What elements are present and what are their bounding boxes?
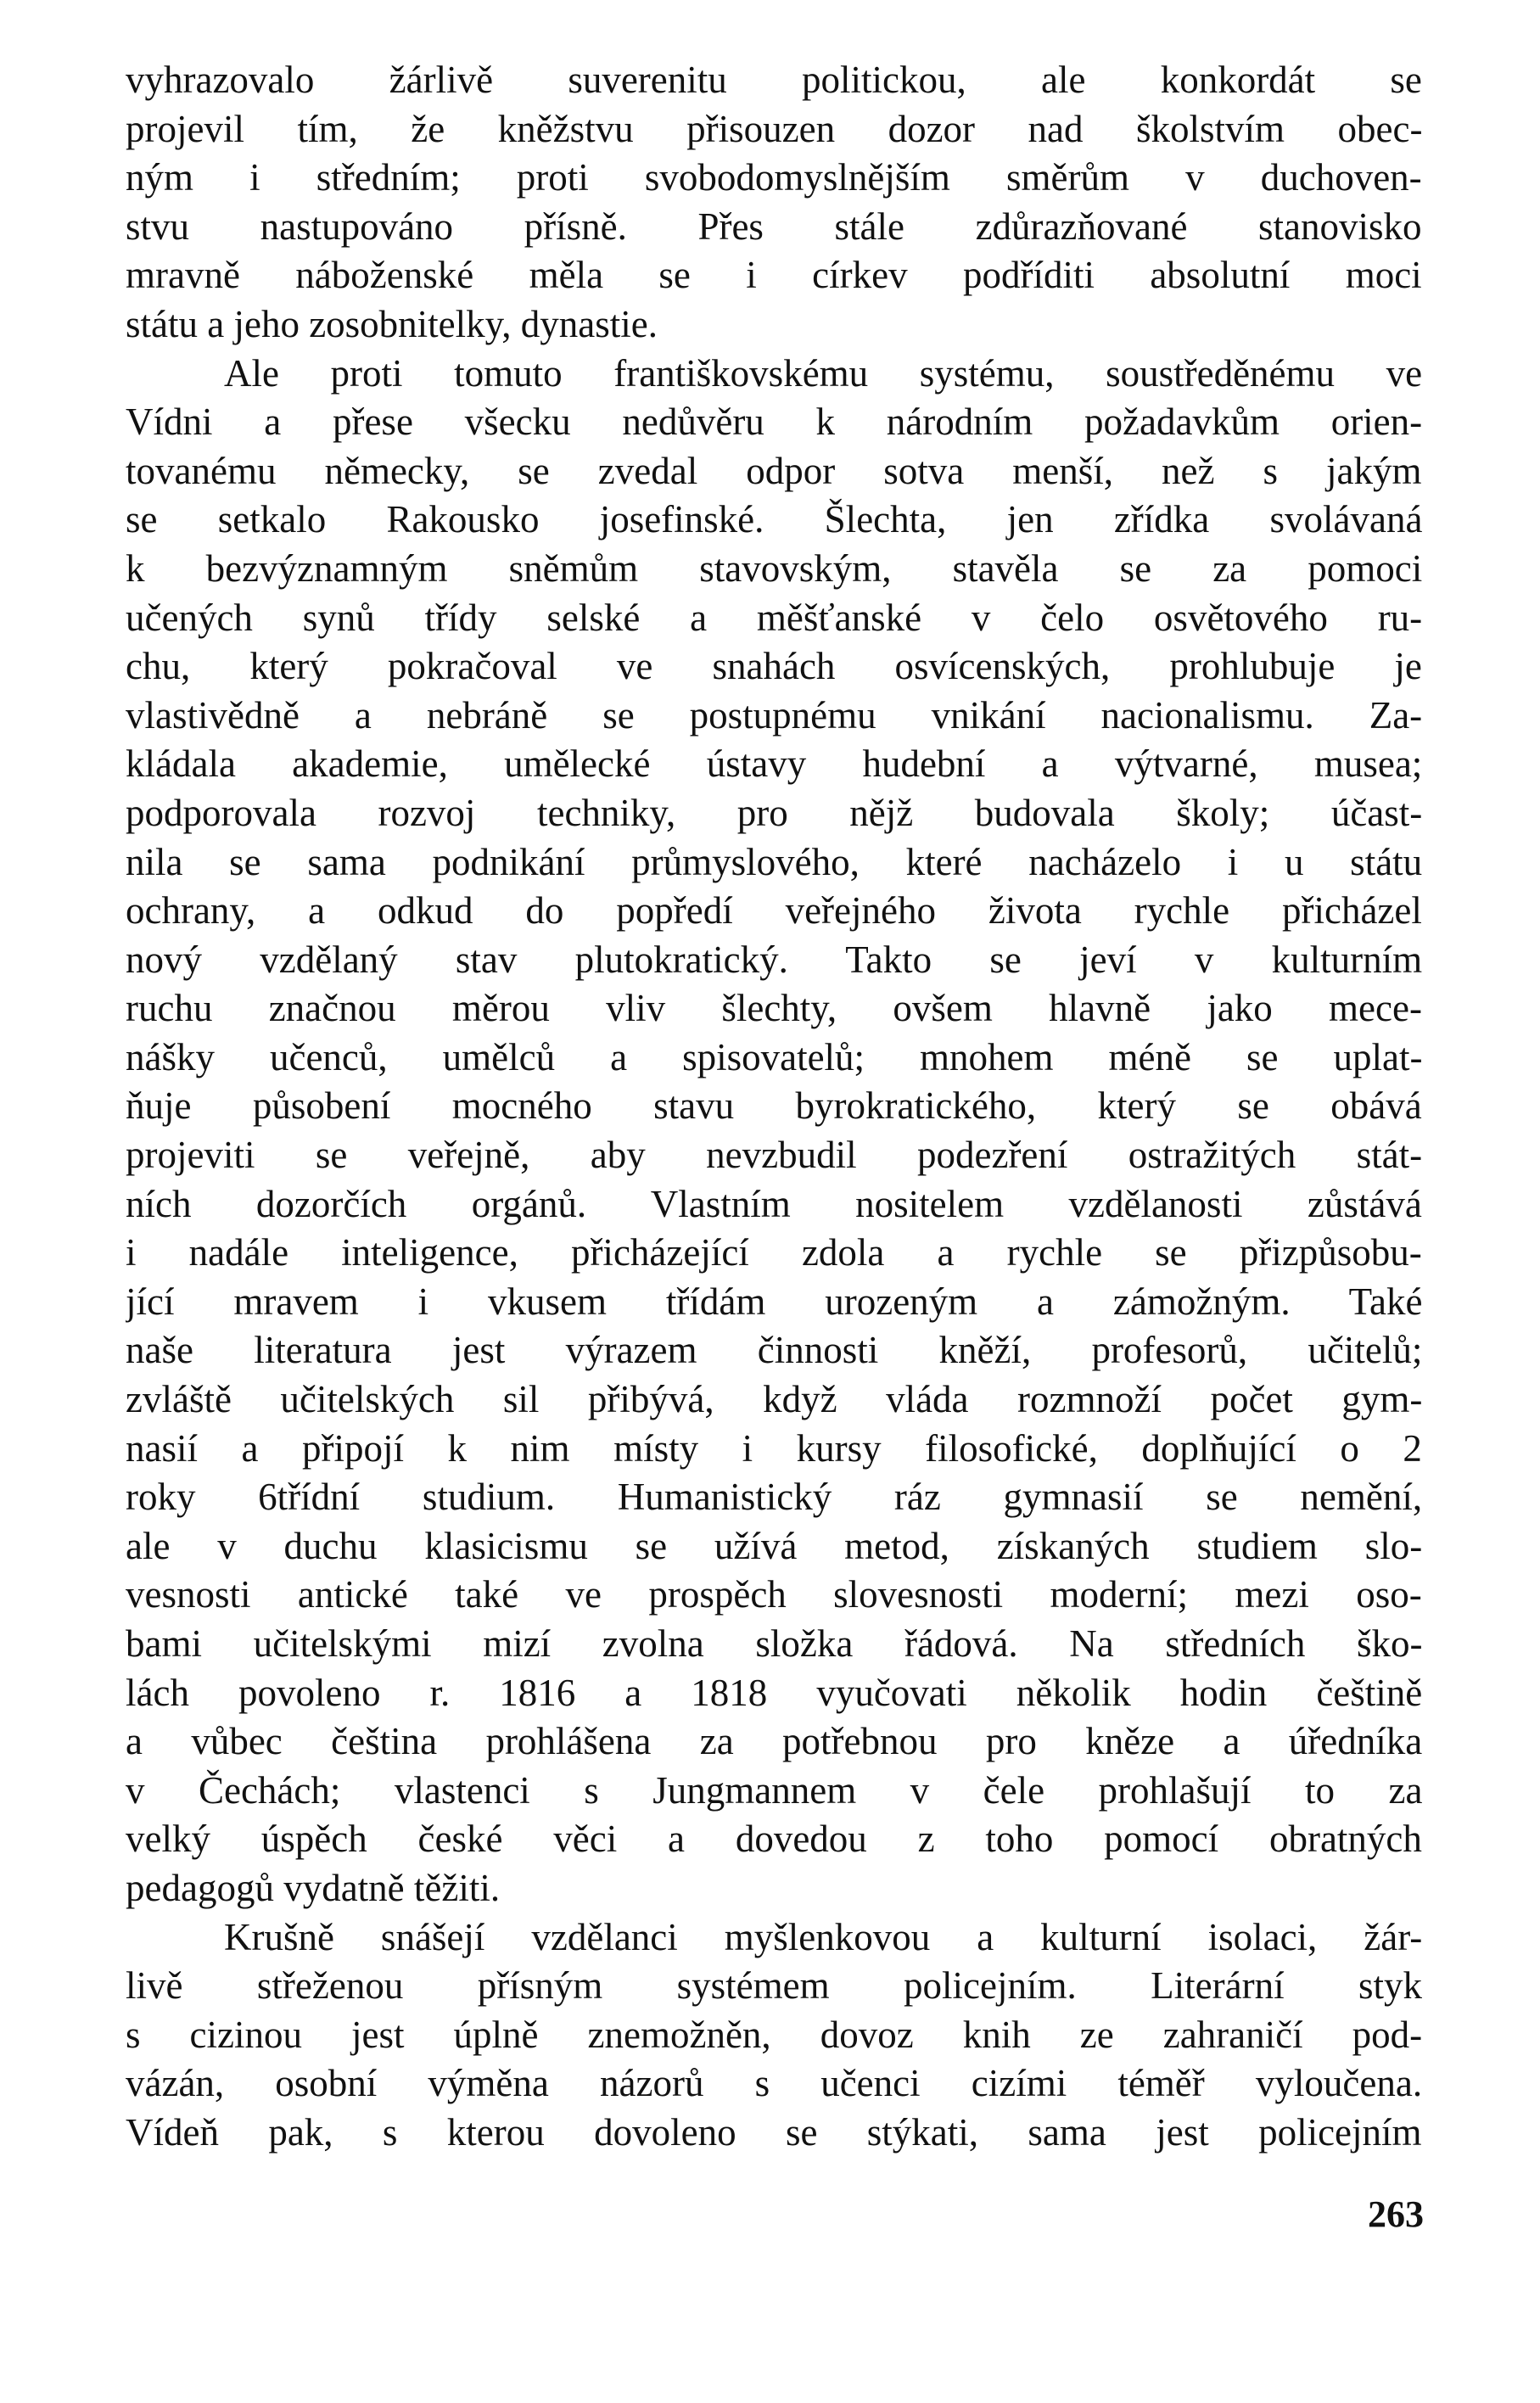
paragraph-1 bbox=[126, 56, 1422, 350]
text-line: tovanému německy, se zvedal odpor sotva menší, než s jakým bbox=[126, 449, 1422, 492]
text-line: naše literatura jest výrazem činnosti kněží, profesorů, učitelů; bbox=[126, 1329, 1422, 1372]
text-line: nášky učenců, umělců a spisovatelů; mnohem méně se uplat- bbox=[126, 1035, 1422, 1078]
text-line: Krušně snášejí vzdělanci myšlenkovou a kulturní isolaci, žár- bbox=[224, 1915, 1422, 1958]
text-line: vlastivědně a nebráně se postupnému vnikání nacionalismu. Za- bbox=[126, 693, 1422, 737]
paragraph-3 bbox=[126, 1913, 1422, 2158]
text-line: s cizinou jest úplně znemožněn, dovoz knih ze zahraničí pod- bbox=[126, 2013, 1422, 2056]
text-line: ným i středním; proti svobodomyslnějším směrům v duchoven- bbox=[126, 156, 1422, 199]
text-line: Vídeň pak, s kterou dovoleno se stýkati, sama jest policejním bbox=[126, 2110, 1422, 2154]
text-line: státu a jeho zosobnitelky, dynastie. bbox=[126, 302, 658, 345]
paragraph-2 bbox=[126, 350, 1422, 1913]
text-line: zvláště učitelských sil přibývá, když vláda rozmnoží počet gym- bbox=[126, 1378, 1422, 1421]
text-line: Ale proti tomuto františkovskému systému, soustředěnému ve bbox=[224, 351, 1422, 395]
page-number: 263 bbox=[1368, 2193, 1424, 2235]
text-line: ních dozorčích orgánů. Vlastním nositelem vzdělanosti zůstává bbox=[126, 1182, 1422, 1225]
text-line: i nadále inteligence, přicházející zdola a rychle se přizpůsobu- bbox=[126, 1231, 1422, 1274]
text-line: chu, který pokračoval ve snahách osvícenských, prohlubuje je bbox=[126, 645, 1422, 688]
text-line: nila se sama podnikání průmyslového, které nacházelo i u státu bbox=[126, 840, 1422, 883]
text-line: ochrany, a odkud do popředí veřejného života rychle přicházel bbox=[126, 889, 1422, 933]
text-line: mravně náboženské měla se i církev podříditi absolutní moci bbox=[126, 254, 1422, 297]
text-line: lách povoleno r. 1816 a 1818 vyučovati několik hodin češtině bbox=[126, 1671, 1422, 1714]
text-line: Vídni a přese všecku nedůvěru k národním požadavkům orien- bbox=[126, 400, 1422, 444]
text-line: pedagogů vydatně těžiti. bbox=[126, 1866, 501, 1909]
text-line: k bezvýznamným sněmům stavovským, stavěla se za pomoci bbox=[126, 546, 1422, 590]
text-line: velký úspěch české věci a dovedou z toho pomocí obratných bbox=[126, 1818, 1422, 1861]
text-line: bami učitelskými mizí zvolna složka řádová. Na středních ško- bbox=[126, 1622, 1422, 1665]
body-text bbox=[126, 56, 1422, 2158]
text-line: livě střeženou přísným systémem policejním. Literární styk bbox=[126, 1964, 1422, 2008]
text-line: nasií a připojí k nim místy i kursy filosofické, doplňující o 2 bbox=[126, 1426, 1422, 1470]
text-line: ale v duchu klasicismu se užívá metod, získaných studiem slo- bbox=[126, 1524, 1422, 1567]
text-line: roky 6třídní studium. Humanistický ráz gymnasií se nemění, bbox=[126, 1476, 1422, 1519]
text-line: učených synů třídy selské a měšťanské v čelo osvětového ru- bbox=[126, 596, 1422, 639]
text-line: a vůbec čeština prohlášena za potřebnou pro kněze a úředníka bbox=[126, 1720, 1422, 1763]
text-line: ňuje působení mocného stavu byrokratického, který se obává bbox=[126, 1084, 1422, 1128]
text-line: se setkalo Rakousko josefinské. Šlechta, jen zřídka svolávaná bbox=[126, 498, 1422, 541]
text-line: kládala akademie, umělecké ústavy hudební a výtvarné, musea; bbox=[126, 742, 1422, 786]
text-line: nový vzdělaný stav plutokratický. Takto se jeví v kulturním bbox=[126, 938, 1422, 981]
text-line: ruchu značnou měrou vliv šlechty, ovšem hlavně jako mece- bbox=[126, 987, 1422, 1030]
text-line: jící mravem i vkusem třídám urozeným a zámožným. Také bbox=[126, 1280, 1422, 1323]
text-line: vyhrazovalo žárlivě suverenitu politickou, ale konkordát se bbox=[126, 59, 1422, 101]
text-line: vesnosti antické také ve prospěch slovesnosti moderní; mezi oso- bbox=[126, 1573, 1422, 1616]
text-line: v Čechách; vlastenci s Jungmannem v čele prohlašují to za bbox=[126, 1768, 1422, 1812]
text-line: stvu nastupováno přísně. Přes stále zdůrazňované stanovisko bbox=[126, 204, 1422, 248]
text-line: vázán, osobní výměna názorů s učenci cizími téměř vyloučena. bbox=[126, 2062, 1422, 2105]
text-line: projevil tím, že kněžstvu přisouzen dozor nad školstvím obec- bbox=[126, 107, 1422, 150]
text-line: projeviti se veřejně, aby nevzbudil podezření ostražitých stát- bbox=[126, 1134, 1422, 1177]
text-line: podporovala rozvoj techniky, pro nějž budovala školy; účast- bbox=[126, 791, 1422, 834]
